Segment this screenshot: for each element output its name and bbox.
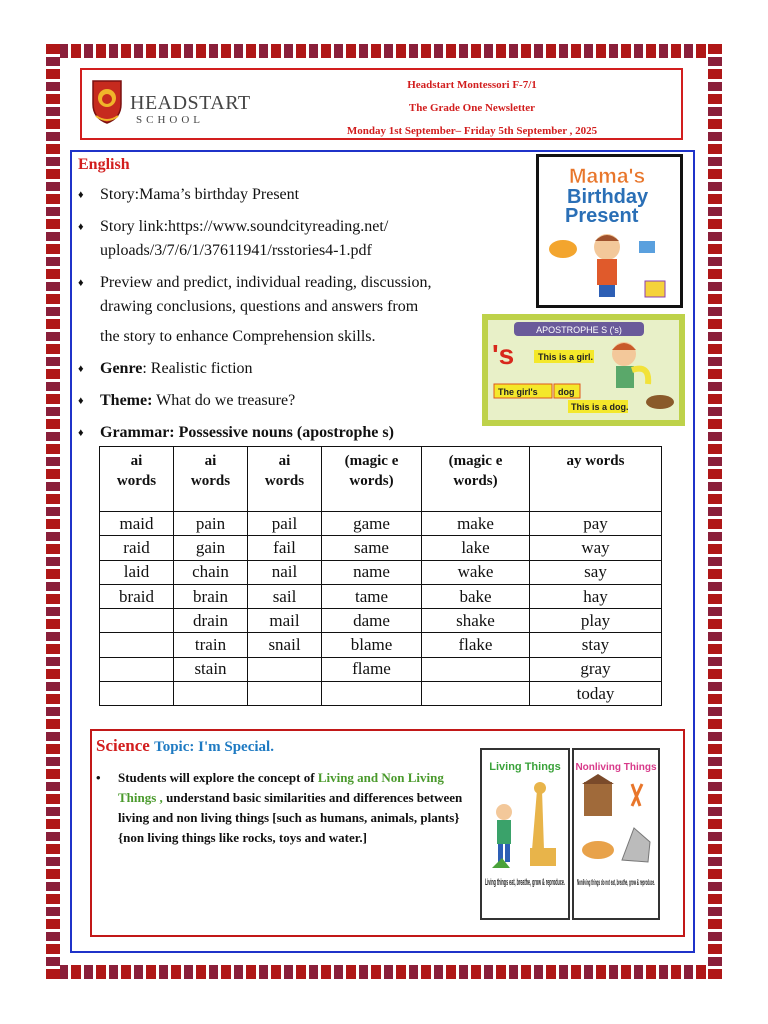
table-cell: make (422, 512, 530, 536)
table-cell (100, 682, 174, 706)
diamond-bullet-icon: ♦ (78, 277, 84, 289)
table-cell: raid (100, 536, 174, 560)
table-header-cell: ay words (530, 447, 662, 512)
table-cell: way (530, 536, 662, 560)
table-cell (248, 682, 322, 706)
table-cell: lake (422, 536, 530, 560)
table-cell: laid (100, 560, 174, 584)
sentence-dog: This is a dog. (571, 402, 629, 412)
bullet-icon: • (96, 770, 101, 785)
table-header-cell: ai words (174, 447, 248, 512)
table-cell: same (322, 536, 422, 560)
english-bullet-list (78, 183, 498, 453)
date-range: Monday 1st September– Friday 5th September , 2025 (346, 125, 598, 137)
english-section-title: English (78, 156, 130, 173)
list-item-story-link: ♦ Story link:https://www.soundcityreading.net/ uploads/3/7/6/1/37611941/rsstories4-1.pdf (78, 215, 498, 263)
table-cell: snail (248, 633, 322, 657)
table-row (100, 633, 662, 657)
table-cell: today (530, 682, 662, 706)
living-things-caption: Living things eat, breathe, grow & reproduce. (485, 877, 565, 887)
sentence-girl: This is a girl. (538, 352, 594, 362)
book-cover-image (536, 154, 683, 308)
school-logo (90, 78, 251, 130)
science-topic: Topic: I'm Special. (154, 739, 274, 755)
decorative-border-top (46, 44, 722, 58)
logo-subtext: SCHOOL (136, 114, 205, 126)
diamond-bullet-icon: ♦ (78, 221, 84, 233)
table-cell: pail (248, 512, 322, 536)
table-header-row (100, 447, 662, 512)
table-header-cell: (magic e words) (322, 447, 422, 512)
living-things-title: Living Things (489, 761, 561, 773)
table-cell: flake (422, 633, 530, 657)
table-row (100, 560, 662, 584)
sentence-girls: The girl's (498, 387, 538, 397)
table-cell: sail (248, 584, 322, 608)
list-item-story: ♦ Story:Mama’s birthday Present (78, 183, 498, 207)
table-body (100, 512, 662, 706)
lion-crest-icon (90, 78, 124, 124)
table-cell: pay (530, 512, 662, 536)
table-cell: drain (174, 609, 248, 633)
table-cell: game (322, 512, 422, 536)
table-cell: nail (248, 560, 322, 584)
table-cell: gain (174, 536, 248, 560)
list-item-preview: ♦ Preview and predict, individual reading, discussion, drawing conclusions, questions and answers from the story to enhance Comprehension skills. (78, 271, 498, 349)
table-cell: maid (100, 512, 174, 536)
word-dog: dog (558, 387, 575, 397)
table-cell: pain (174, 512, 248, 536)
svg-text:Living things eat, breathe, gr (485, 877, 565, 887)
table-row (100, 609, 662, 633)
table-cell (100, 657, 174, 681)
diamond-bullet-icon: ♦ (78, 189, 84, 201)
table-row (100, 657, 662, 681)
list-item-theme: ♦ Theme: What do we treasure? (78, 389, 498, 413)
book-title-line3: Present (565, 205, 639, 227)
table-row (100, 682, 662, 706)
science-title: Science (96, 736, 150, 755)
table-cell: bake (422, 584, 530, 608)
table-cell: stain (174, 657, 248, 681)
nonliving-things-image (572, 748, 660, 920)
table-row (100, 584, 662, 608)
nonliving-things-title: Nonliving Things (575, 762, 657, 773)
logo-name: HEADSTART (130, 92, 251, 114)
table-cell (422, 682, 530, 706)
table-cell: fail (248, 536, 322, 560)
table-cell (100, 633, 174, 657)
table-cell: hay (530, 584, 662, 608)
list-item-grammar: ♦ Grammar: Possessive nouns (apostrophe s) (78, 421, 498, 445)
list-item-genre: ♦ Genre: Realistic fiction (78, 357, 498, 381)
newsletter-header (80, 68, 683, 140)
diamond-bullet-icon: ♦ (78, 363, 84, 375)
phonics-word-table (99, 446, 662, 706)
table-cell: stay (530, 633, 662, 657)
table-header-cell: (magic e words) (422, 447, 530, 512)
table-cell: shake (422, 609, 530, 633)
book-title-line1: Mama's (569, 165, 646, 188)
decorative-border-left (46, 44, 60, 979)
table-cell (248, 657, 322, 681)
table-cell: train (174, 633, 248, 657)
table-header-cell: ai words (248, 447, 322, 512)
table-cell: dame (322, 609, 422, 633)
table-row (100, 536, 662, 560)
table-cell (422, 657, 530, 681)
table-cell: chain (174, 560, 248, 584)
nonliving-things-caption: Nonliving things do not eat, breathe, grow & reproduce. (577, 878, 655, 887)
svg-text:Nonliving things do not eat, b (577, 878, 655, 887)
table-cell (174, 682, 248, 706)
table-cell: braid (100, 584, 174, 608)
table-cell: gray (530, 657, 662, 681)
apostrophe-big-text: 's (492, 339, 515, 370)
science-heading (96, 736, 274, 756)
table-cell: mail (248, 609, 322, 633)
decorative-border-bottom (46, 965, 722, 979)
school-name: Headstart Montessori F-7/1 (407, 79, 537, 91)
table-cell: flame (322, 657, 422, 681)
table-cell: name (322, 560, 422, 584)
table-cell: blame (322, 633, 422, 657)
table-cell: wake (422, 560, 530, 584)
table-row (100, 512, 662, 536)
diamond-bullet-icon: ♦ (78, 395, 84, 407)
newsletter-title: The Grade One Newsletter (408, 102, 536, 114)
apostrophe-s-image (482, 314, 685, 426)
book-title-line2: Birthday (567, 186, 649, 208)
table-cell: tame (322, 584, 422, 608)
diamond-bullet-icon: ♦ (78, 427, 84, 439)
header-text (282, 74, 662, 143)
table-cell: say (530, 560, 662, 584)
living-things-image (480, 748, 570, 920)
decorative-border-right (708, 44, 722, 979)
table-cell: play (530, 609, 662, 633)
science-description: • Students will explore the concept of Living and Non Living Things , understand basic similarities and differences between living and non living things [such as humans, animals, plants} {non living things like rocks, toys and water.] (96, 770, 463, 845)
table-header-cell: ai words (100, 447, 174, 512)
apostrophe-title: APOSTROPHE S ('s) (536, 325, 622, 335)
table-cell (100, 609, 174, 633)
table-cell (322, 682, 422, 706)
table-cell: brain (174, 584, 248, 608)
